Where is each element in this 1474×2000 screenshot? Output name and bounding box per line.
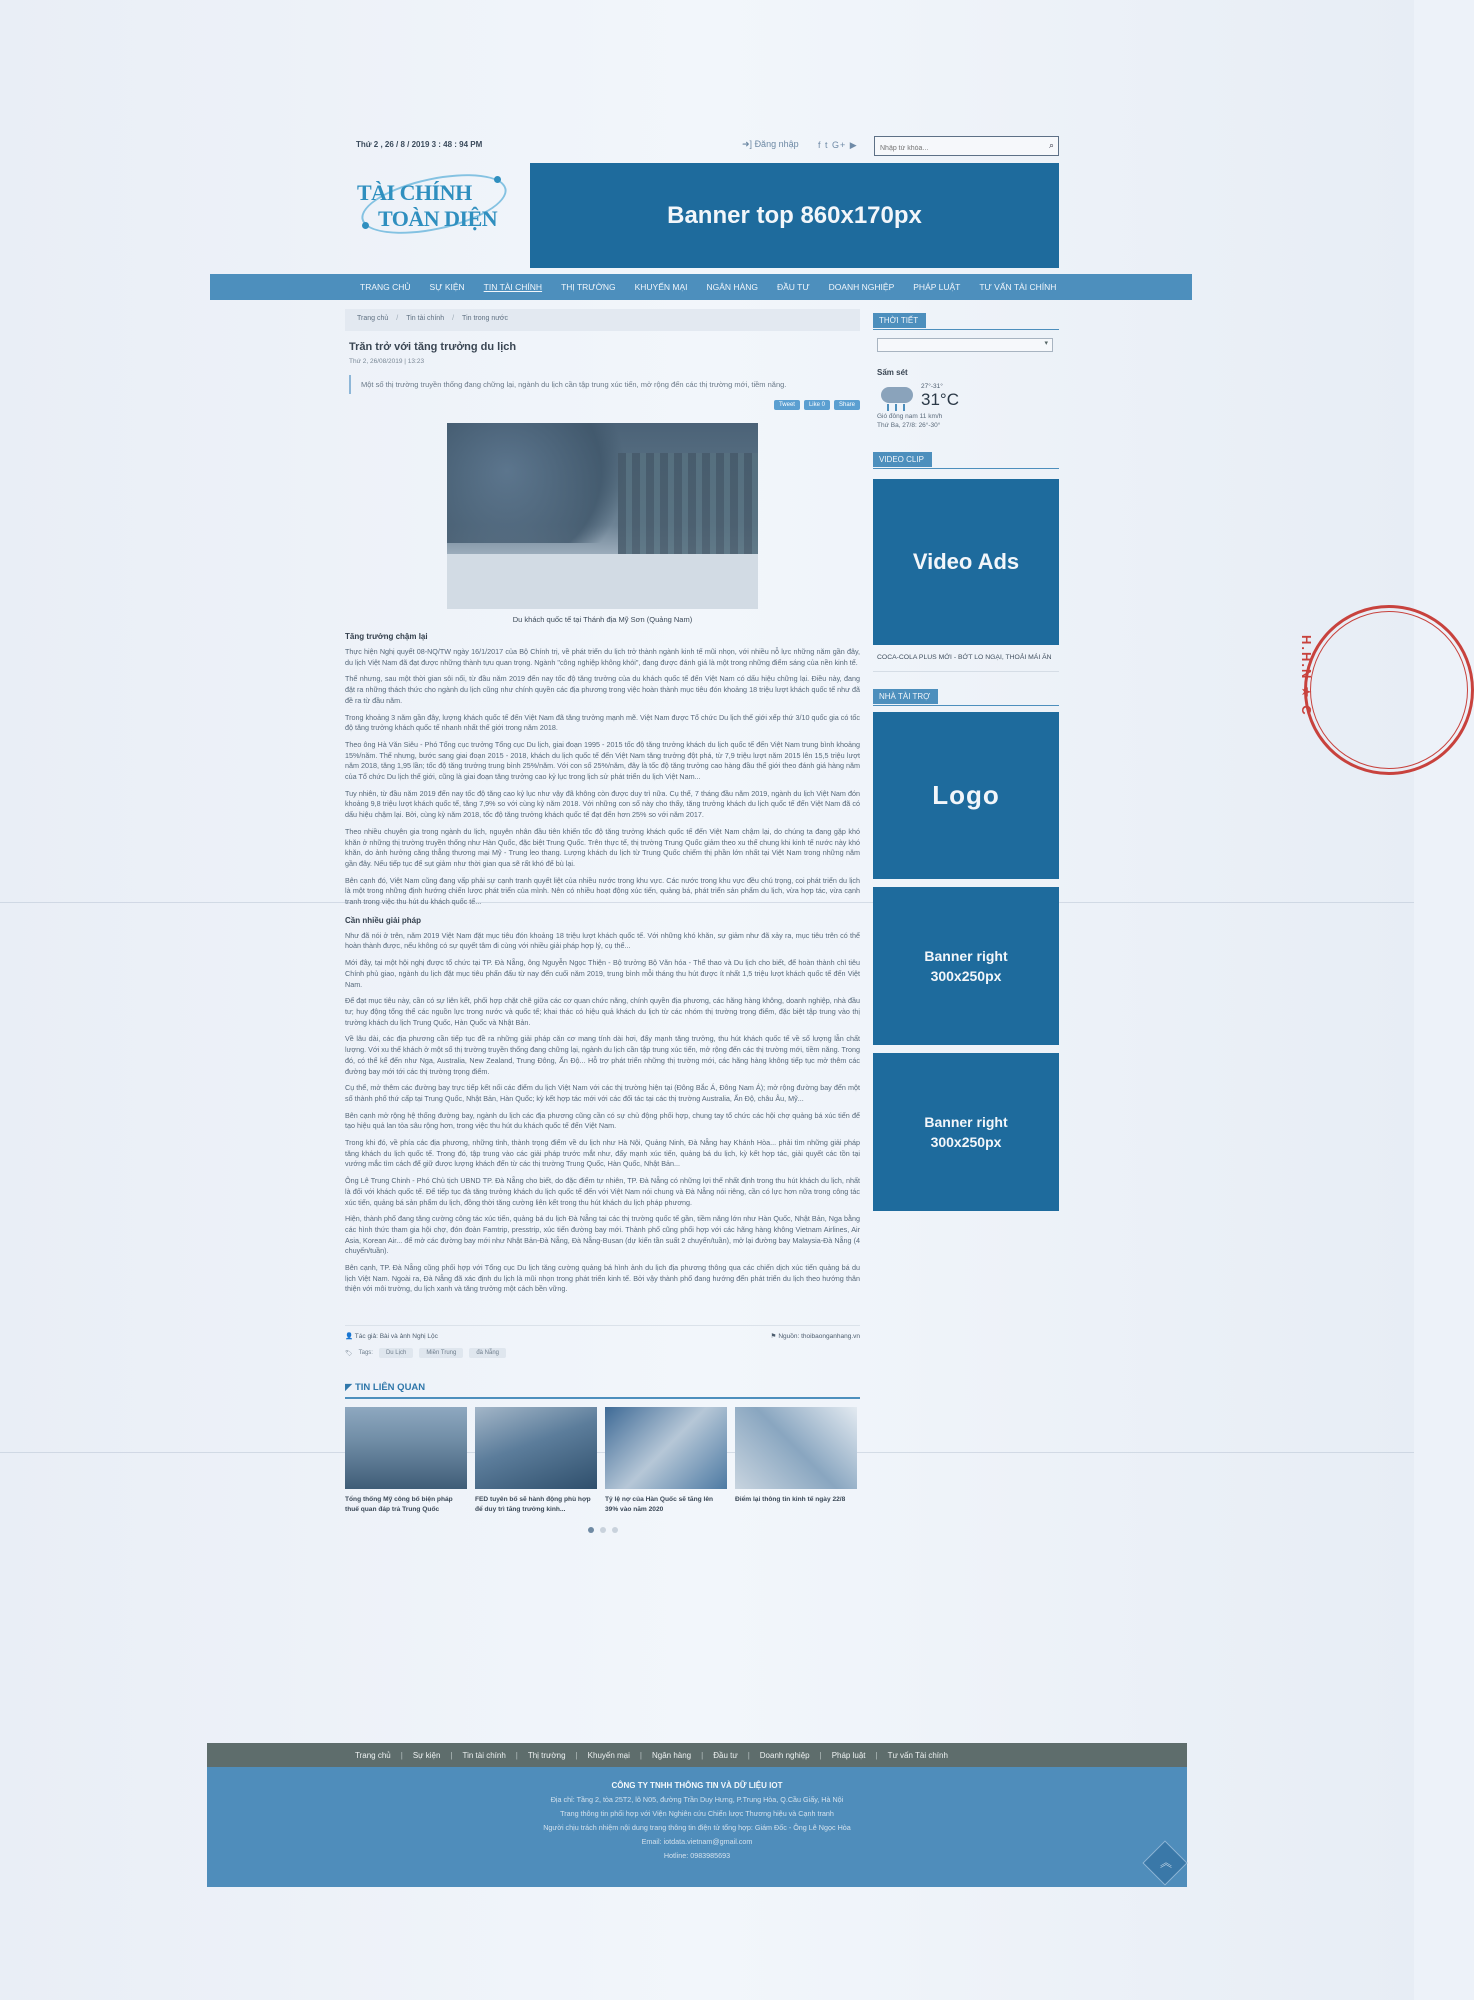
share-buttons — [345, 400, 860, 410]
rain-drop — [895, 404, 897, 411]
nav-promotion[interactable]: KHUYẾN MẠI — [634, 282, 688, 292]
video-ads[interactable]: Video Ads — [873, 479, 1059, 645]
article-paragraph: Như đã nói ở trên, năm 2019 Việt Nam đặt mục tiêu đón khoảng 18 triệu lượt khách quốc tế. Với những khó khăn, sự giảm như đã xảy ra, mục tiêu trên có thể hoàn thành được, nếu không có sự quyết tâm đi cùng với nhiều giải pháp hợp lý, cụ thể... — [345, 930, 860, 951]
forecast-next-day: Thứ Ba, 27/8: 26°-30° — [877, 422, 941, 429]
article-paragraph: Cụ thể, mở thêm các đường bay trực tiếp kết nối các điểm du lịch Việt Nam với các thị trường hiện tại (Đông Bắc Á, Đông Nam Á); mở rộng đường bay đến một số thành phố thứ cấp tại Trung Quốc, Nhật Bản, Hàn Quốc; kỳ kết hợp tác mới với các đối tác tại các thị trường Australia, Ấn Độ, châu Âu, Mỹ... — [345, 1083, 860, 1103]
company-address: Địa chỉ: Tầng 2, tòa 25T2, lô N05, đường Trần Duy Hưng, P.Trung Hòa, Q.Cầu Giấy, Hà Nội — [550, 1795, 844, 1804]
carousel-dots — [345, 1527, 860, 1533]
weather-row — [877, 381, 1055, 411]
nav-market[interactable]: THỊ TRƯỜNG — [561, 282, 616, 292]
related-title[interactable]: Tỷ lệ nợ của Hàn Quốc sẽ tăng lên 39% vào năm 2020 — [605, 1496, 714, 1514]
wind-info: Gió đông nam 11 km/h — [877, 413, 943, 420]
weather-widget — [873, 330, 1059, 435]
footer-sep: | — [515, 1750, 518, 1760]
footer-nav-item[interactable]: Thị trường — [527, 1750, 566, 1760]
weather-heading-text: THỜI TIẾT — [873, 313, 926, 328]
footer-sep: | — [400, 1750, 403, 1760]
main-nav — [210, 274, 1192, 300]
sponsor-heading-text: NHÀ TÀI TRỢ — [873, 689, 938, 704]
article-paragraph: Theo ông Hà Văn Siêu - Phó Tổng cục trưởng Tổng cục Du lịch, giai đoạn 1995 - 2015 tốc độ tăng trưởng khách du lịch quốc tế đến Việt Nam trung bình khoảng 15%/năm. Thế nhưng, bước sang giai đoạn 2015 - 2018, khách du lịch quốc tế đến Việt Nam tăng trưởng đột phá, từ 7,9 triệu lượt năm 2015 lên 15,5 triệu lượt năm 2018, tăng 1,95 lần; tốc độ tăng trưởng trung bình 25%/năm. Với con số 25%/năm, đây là tốc độ tăng trưởng cao hàng đầu thế giới theo đánh giá hàng năm của Tổ chức Du lịch thế giới, cũng là giai đoạn tăng trưởng cao kỷ lục trong lịch sử phát triển du lịch Việt Nam... — [345, 739, 860, 782]
logo-line-1: TÀI CHÍNH — [357, 180, 472, 205]
rain-drop — [903, 404, 905, 411]
article-meta — [345, 1325, 860, 1340]
weather-heading — [873, 312, 1059, 330]
breadcrumb-category[interactable]: Tin tài chính — [406, 315, 445, 322]
article-paragraph: Tuy nhiên, từ đầu năm 2019 đến nay tốc độ tăng cao kỷ lục như vậy đã không còn được duy trì nữa. Cụ thể, 7 tháng đầu năm 2019, ngành du lịch Việt Nam đón khoảng 9,8 triệu lượt khách quốc tế, tăng 7,9% so với cùng kỳ năm 2018. Với những con số này cho thấy, tăng trưởng khách du lịch quốc tế đến Việt Nam đã có dấu hiệu chậm lại. Bởi, cùng kỳ năm 2018, tốc độ tăng trưởng khách quốc tế đạt đến hơn 25% so với năm 2017. — [345, 788, 860, 820]
footer-nav-item[interactable]: Trang chủ — [355, 1750, 391, 1760]
article-author — [345, 1332, 438, 1340]
related-item[interactable] — [605, 1407, 727, 1515]
related-item[interactable] — [345, 1407, 467, 1515]
photo-trees — [447, 423, 647, 543]
company-name: CÔNG TY TNHH THÔNG TIN VÀ DỮ LIỆU IOT — [611, 1781, 783, 1790]
article-paragraph: Thực hiện Nghị quyết 08-NQ/TW ngày 16/1/2017 của Bộ Chính trị, về phát triển du lịch trở thành ngành kinh tế mũi nhọn, với nhiều nỗ lực những năm gần đây, du lịch Việt Nam đã đạt được những thành tựu quan trọng. Ngành "công nghiệp không khói", đang được đánh giá là một trong những điểm sáng của nền kinh tế. — [345, 647, 860, 667]
footer-nav-item[interactable]: Đầu tư — [713, 1750, 738, 1760]
user-icon: 👤 — [345, 1333, 354, 1341]
footer-nav-item[interactable]: Doanh nghiệp — [759, 1750, 810, 1760]
breadcrumb-home[interactable]: Trang chủ — [357, 315, 389, 322]
contact-email[interactable]: Email: iotdata.vietnam@gmail.com — [641, 1837, 753, 1846]
footer-sep: | — [819, 1750, 822, 1760]
article-paragraph: Bên cạnh, TP. Đà Nẵng cũng phối hợp với Tổng cục Du lịch tăng cường quảng bá hình ảnh du lịch địa phương thông qua các chiến dịch xúc tiến quảng bá du lịch Việt Nam. Ngoài ra, Đà Nẵng đã xác định du lịch là mũi nhọn trong phát triển kinh tế. Bởi vậy thành phố đang hướng đến phát triển du lịch theo hướng thân thiện với môi trường, du lịch xanh và tăng trưởng một cách bền vững. — [345, 1263, 860, 1294]
search-input[interactable] — [875, 140, 1035, 158]
article-paragraph: Trong khi đó, về phía các địa phương, những tỉnh, thành trọng điểm về du lịch như Hà Nội, Quảng Ninh, Đà Nẵng hay Khánh Hòa... phải tìm những giải pháp tăng khách du lịch quốc tế. Trong đó, tập trung vào các giải pháp trước mắt như, đẩy mạnh xúc tiến, quảng bá du lịch, kỳ kết hợp tác, giải quyết các tồn tại vướng mắc tìm cách để giữ được lượng khách đến từ các thị trường Trung Quốc, Hàn Quốc, Nhật Bản... — [345, 1138, 860, 1169]
tags-label: Tags: — [358, 1350, 373, 1357]
top-bar — [356, 134, 1059, 158]
stamp-text: H.H.N ★ C — [1299, 635, 1314, 717]
related-title[interactable]: FED tuyên bố sẽ hành động phù hợp để duy trì tăng trưởng kinh... — [475, 1496, 591, 1514]
footer-nav-item[interactable]: Sự kiện — [412, 1750, 441, 1760]
flag-icon: ⚑ — [770, 1333, 777, 1341]
section-heading: Tăng trưởng chậm lại — [345, 632, 428, 641]
weather-condition: Sấm sét — [877, 368, 908, 377]
article-paragraph: Để đạt mục tiêu này, cần có sự liên kết, phối hợp chặt chẽ giữa các cơ quan chức năng, chính quyền địa phương, các hãng hàng không, doanh nghiệp, nhà đầu tư; huy động tổng thể các nguồn lực trong nước và quốc tế; khai thác có hiệu quả khách du lịch từ các nhóm thị trường trọng điểm, đặc biệt tập trung vào thị trường khách du lịch Trung Quốc, Hàn Quốc và Nhật Bản. — [345, 996, 860, 1027]
sponsor-logo[interactable]: Logo — [873, 712, 1059, 879]
share-button[interactable]: Share — [834, 400, 860, 410]
video-caption[interactable]: COCA-COLA PLUS MỚI - BỚT LO NGẠI, THOẢI MÁI ĂN — [873, 645, 1059, 672]
tag-item[interactable]: Miền Trung — [419, 1348, 463, 1358]
article-column — [345, 309, 860, 1533]
current-date: Thứ 2 , 26 / 8 / 2019 3 : 48 : 94 PM — [356, 140, 483, 149]
related-title[interactable]: Điểm lại thông tin kinh tế ngày 22/8 — [735, 1496, 846, 1504]
sponsor-heading — [873, 688, 1059, 706]
red-seal-stamp — [1299, 605, 1378, 775]
login-icon: ➜] — [742, 139, 753, 149]
nav-home[interactable]: TRANG CHỦ — [360, 282, 411, 292]
footer-nav-item[interactable]: Ngân hàng — [651, 1750, 692, 1760]
article-paragraph: Mới đây, tại một hội nghị được tổ chức tại TP. Đà Nẵng, ông Nguyễn Ngọc Thiện - Bộ trưởng Bộ Văn hóa - Thể thao và Du lịch cho biết, để hoàn thành chỉ tiêu Chính phủ giao, ngành du lịch đặt mục tiêu phấn đấu từ nay đến cuối năm 2019, trung bình mỗi tháng thu hút được ít nhất 1,5 triệu lượt khách quốc tế đến Việt Nam. — [345, 958, 860, 989]
weather-temps — [921, 383, 959, 410]
article-paragraph: Thế nhưng, sau một thời gian sôi nổi, từ đầu năm 2019 đến nay tốc độ tăng trưởng của du khách quốc tế đến Việt Nam có dấu hiệu chững lại. Điều này, đang đặt ra những thách thức cho ngành du lịch cũng như chính quyền các địa phương trong việc hoàn thành mục tiêu đón khoảng 18 triệu lượt khách quốc tế như đã đề ra từ đầu năm. — [345, 674, 860, 705]
nav-investment[interactable]: ĐẦU TƯ — [777, 282, 810, 292]
video-heading-text: VIDEO CLIP — [873, 452, 932, 467]
breadcrumb — [345, 309, 860, 331]
article-title: Trăn trở với tăng trưởng du lịch — [349, 341, 517, 353]
breadcrumb-separator: / — [452, 315, 455, 322]
video-heading — [873, 451, 1059, 469]
footer-info — [207, 1767, 1187, 1887]
footer-nav-item[interactable]: Pháp luật — [831, 1750, 866, 1760]
author-text: Tác giả: Bài và ảnh Nghị Lộc — [354, 1333, 438, 1341]
hotline[interactable]: Hotline: 0983985693 — [663, 1851, 731, 1860]
section-heading: Cần nhiều giải pháp — [345, 915, 422, 925]
tag-item[interactable]: đà Nẵng — [469, 1348, 506, 1358]
cloud-shape — [881, 387, 913, 403]
like-button[interactable]: Like 0 — [804, 400, 830, 410]
carousel-dot[interactable] — [588, 1527, 594, 1533]
photo-ground — [447, 554, 758, 609]
stamp-inner-ring — [1310, 611, 1468, 769]
partner-info: Trang thông tin phối hợp với Viện Nghiên cứu Chiến lược Thương hiệu và Cạnh tranh — [560, 1809, 834, 1818]
related-thumbnail[interactable] — [475, 1407, 597, 1489]
responsible-person: Người chịu trách nhiệm nội dung trang thông tin điện tử tổng hợp: Giám Đốc - Ông Lê Ngọc Hòa — [543, 1823, 851, 1832]
footer-sep: | — [701, 1750, 704, 1760]
article-paragraph: Hiện, thành phố đang tăng cường công tác xúc tiến, quảng bá du lịch Đà Nẵng tại các thị trường quốc tế gần, tiềm năng lớn như Hàn Quốc, Nhật Bản, Nga bằng các hình thức tham gia hội chợ, đón đoàn Famtrip, presstrip, xúc tiến đường bay mới. Thành phố cũng phối hợp với các hãng hàng không Vietnam Airlines, Air Asia, Korean Air... để mở các đường bay mới như Nhật Bản-Đà Nẵng, Đà Nẵng-Busan (dự kiến tần suất 2 chuyến/tuần), mở lại đường bay Malaysia-Đà Nẵng (4 chuyến/tuần). — [345, 1214, 860, 1256]
search-box[interactable] — [874, 136, 1059, 156]
temp-range: 27°-31° — [921, 382, 943, 390]
tag-icon: 🏷 — [345, 1350, 353, 1357]
related-item[interactable] — [735, 1407, 857, 1515]
article-date: Thứ 2, 26/08/2019 | 13:23 — [349, 358, 425, 365]
related-heading-text: TIN LIÊN QUAN — [354, 1382, 426, 1394]
heading-flag-icon: ◤ — [345, 1382, 353, 1394]
article-paragraph: Theo nhiều chuyên gia trong ngành du lịch, nguyên nhân đầu tiên khiến tốc độ tăng trưởng khách quốc tế đến Việt Nam chậm lại, do chúng ta đang gặp khó khăn ở những thị trường truyền thống như Hàn Quốc, đặc biệt Trung Quốc. Trên thực tế, thị trường Trung Quốc giảm theo xu thế chung khi kinh tế nước này khó khăn, do ảnh hưởng căng thẳng thương mại Mỹ - Trung leo thang. Lượng khách du lịch từ Trung Quốc chiếm thị phần lớn nhất tại Việt Nam trong những năm gần đây. Nếu tiếp tục để sụt giảm như thời gian qua sẽ rất khó để bù lại. — [345, 826, 860, 868]
related-thumbnail[interactable] — [605, 1407, 727, 1489]
footer-sep: | — [747, 1750, 750, 1760]
nav-law[interactable]: PHÁP LUẬT — [913, 282, 961, 292]
nav-business[interactable]: DOANH NGHIỆP — [828, 282, 895, 292]
related-carousel — [345, 1407, 860, 1515]
site-logo[interactable] — [354, 170, 514, 240]
article-paragraph: Bên cạnh đó, Việt Nam cũng đang vấp phải sự cạnh tranh quyết liệt của nhiều nước trong khu vực. Các nước trong khu vực đều chú trọng, coi phát triển du lịch là một trong những định hướng chiến lược phát triển của mình. Nên có nhiều hoạt động xúc tiến, quảng bá, phát triển sản phẩm du lịch, vừa hợp tác, vừa cạnh tranh trong việc thu hút du khách quốc tế... — [345, 875, 860, 907]
article-summary: Một số thị trường truyền thống đang chững lại, ngành du lịch cần tập trung xúc tiến, mở rộng đến các thị trường mới, tiềm năng. — [349, 375, 860, 394]
banner-top[interactable]: Banner top 860x170px — [530, 163, 1059, 268]
sidebar — [873, 312, 1059, 1211]
nav-banking[interactable]: NGÂN HÀNG — [706, 282, 758, 292]
banner-right-2-label: Banner right 300x250px — [924, 1114, 1008, 1150]
source-text: Nguồn: thoibaonganhang.vn — [778, 1333, 860, 1341]
logo-line-2: TOÀN DIỆN — [378, 206, 498, 231]
related-heading — [345, 1382, 860, 1399]
banner-right-1-label: Banner right 300x250px — [924, 948, 1008, 984]
related-item[interactable] — [475, 1407, 597, 1515]
article-paragraph: Bên cạnh mở rộng hệ thống đường bay, ngành du lịch các địa phương cũng cần có sự chủ động phối hợp, chung tay tổ chức các hội chợ quảng bá xúc tiến để tạo hiệu quả lan tỏa sâu rộng hơn, trong việc thu hút du khách quốc tế đến Việt Nam. — [345, 1110, 860, 1131]
article-photo — [447, 423, 758, 609]
footer-sep: | — [875, 1750, 878, 1760]
logo-dot — [362, 222, 369, 229]
photo-caption: Du khách quốc tế tại Thánh địa Mỹ Sơn (Quảng Nam) — [512, 615, 693, 624]
related-thumbnail[interactable] — [735, 1407, 857, 1489]
login-link[interactable] — [742, 139, 799, 150]
article-tags — [345, 1348, 860, 1358]
nav-finance-advice[interactable]: TƯ VẤN TÀI CHÍNH — [979, 282, 1057, 292]
rain-drop — [887, 404, 889, 411]
breadcrumb-separator: / — [396, 315, 399, 322]
article-paragraph: Trong khoảng 3 năm gần đây, lượng khách quốc tế đến Việt Nam đã tăng trưởng mạnh mẽ. Việt Nam được Tổ chức Du lịch thế giới xếp thứ 3/10 quốc gia có tốc độ tăng trưởng khách quốc tế nhanh nhất thế giới trong năm 2018. — [345, 712, 860, 733]
logo-dot — [494, 176, 501, 183]
footer-sep: | — [639, 1750, 642, 1760]
footer-nav — [207, 1743, 1187, 1767]
carousel-dot[interactable] — [600, 1527, 606, 1533]
photo-ruins — [618, 453, 758, 568]
footer-sep: | — [450, 1750, 453, 1760]
nav-finance-news[interactable]: TIN TÀI CHÍNH — [483, 282, 543, 292]
related-title[interactable]: Tổng thống Mỹ công bố biện pháp thuế quan đáp trả Trung Quốc — [345, 1496, 453, 1514]
tag-item[interactable]: Du Lịch — [379, 1348, 413, 1358]
banner-right-2[interactable] — [873, 1053, 1059, 1211]
login-label: Đăng nhập — [754, 139, 799, 149]
article-source — [771, 1332, 860, 1340]
article-paragraph: Ông Lê Trung Chinh - Phó Chủ tịch UBND TP. Đà Nẵng cho biết, do đặc điểm tự nhiên, TP. Đà Nẵng có những lợi thế nhất định trong thu hút khách du lịch, nhất là đối với khách quốc tế. Để tiếp tục đà tăng trưởng khách du lịch quốc tế đến với Việt Nam nói chung và Đà Nẵng nói riêng, cần có lực hơn nữa trong công tác xúc tiến, quảng bá sản phẩm du lịch, đồng thời tăng cường liên kết trong thu hút khách du lịch pháp phương. — [345, 1176, 860, 1207]
footer-nav-item[interactable]: Tin tài chính — [462, 1750, 506, 1760]
related-thumbnail[interactable] — [345, 1407, 467, 1489]
city-select[interactable]: ▾ — [877, 338, 1053, 352]
tweet-button[interactable]: Tweet — [774, 400, 800, 410]
carousel-dot[interactable] — [612, 1527, 618, 1533]
footer-sep: | — [575, 1750, 578, 1760]
banner-right-1[interactable] — [873, 887, 1059, 1045]
social-icons[interactable]: f t G+ ▶ — [818, 140, 858, 150]
footer-nav-item[interactable]: Khuyến mại — [587, 1750, 630, 1760]
thunderstorm-icon — [877, 381, 915, 411]
footer-nav-item[interactable]: Tư vấn Tài chính — [887, 1750, 948, 1760]
current-temp: 31°C — [921, 389, 959, 409]
breadcrumb-subcategory[interactable]: Tin trong nước — [462, 315, 509, 322]
chevron-up-icon: ︽ — [1160, 1855, 1173, 1870]
search-icon[interactable]: ⌕ — [1048, 140, 1054, 150]
nav-events[interactable]: SỰ KIỆN — [429, 282, 465, 292]
article-paragraph: Về lâu dài, các địa phương cần tiếp tục đề ra những giải pháp căn cơ mang tính dài hơi, đẩy mạnh tăng trưởng, thu hút khách quốc tế về số lượng lẫn chất lượng. Với xu thế khách ở một số thị trường truyền thống đang chững lại, ngành du lịch cần tập trung xúc tiến, mở rộng đến các thị trường mới, tiềm năng. Trong đó, có thể kể đến như Nga, Australia, New Zealand, Trung Đông, Ấn Độ... Hỗ trợ phát triển những thị trường mới, các hãng hàng không tiếp tục mở thêm các đường bay mới tới các thị trường trọng điểm. — [345, 1034, 860, 1076]
